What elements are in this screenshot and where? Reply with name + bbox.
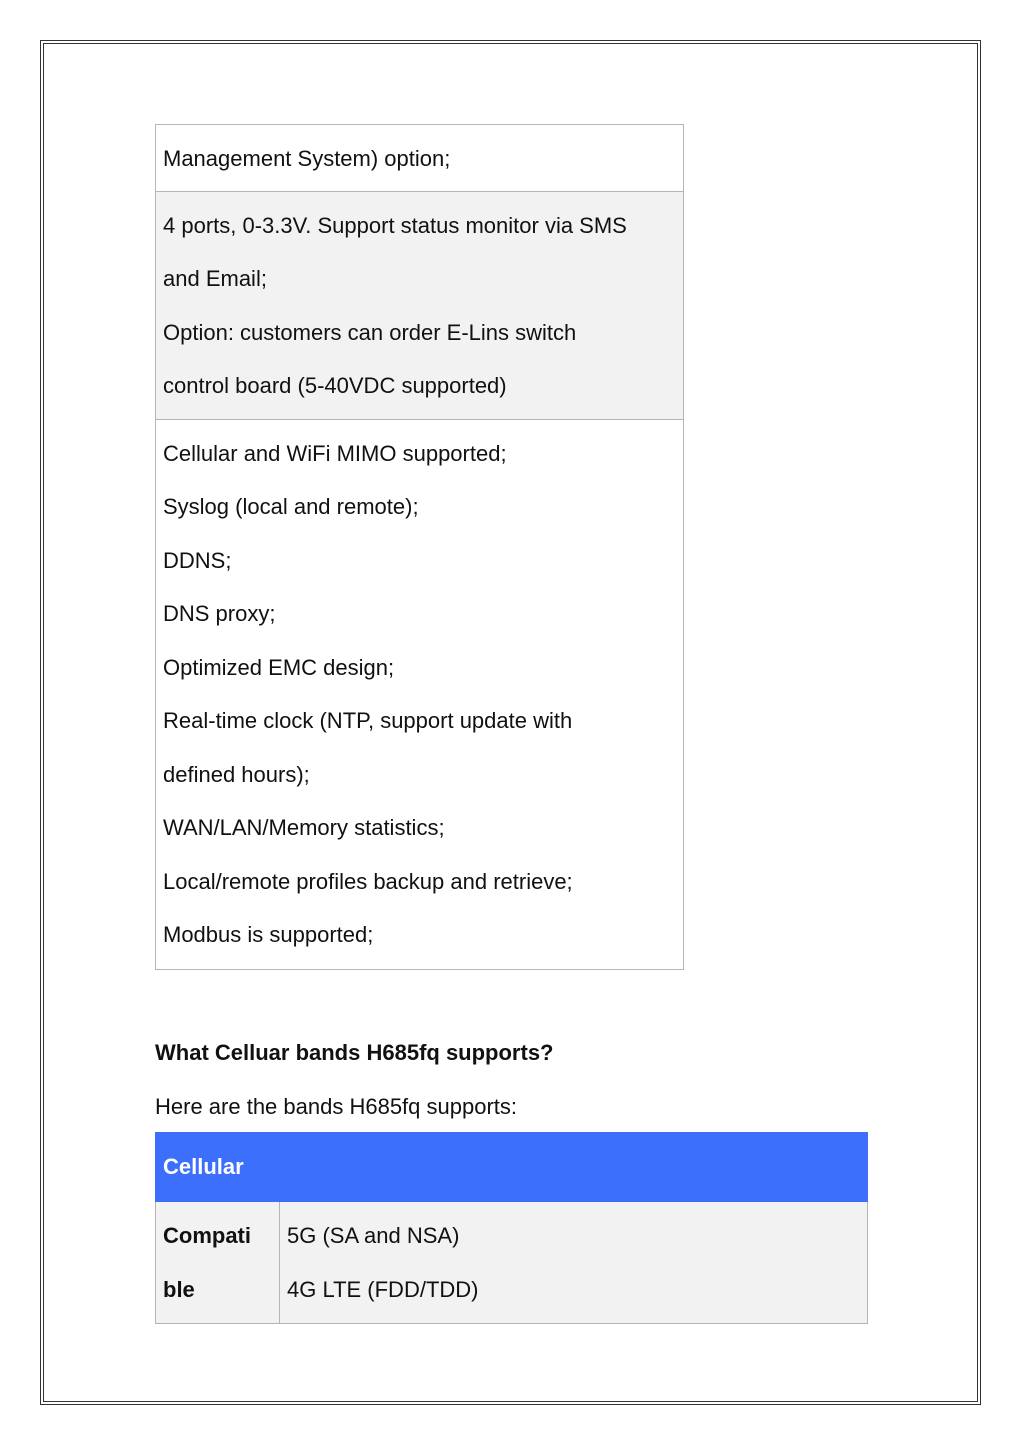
feature-cell: [156, 125, 684, 192]
cell-line: Modbus is supported;: [163, 922, 374, 947]
section-heading: What Celluar bands H685fq supports?: [155, 1040, 554, 1065]
cell-line: Real-time clock (NTP, support update with: [163, 708, 573, 733]
cell-line: defined hours);: [163, 761, 310, 787]
compatible-value-cell: [280, 1202, 868, 1324]
table-row: [156, 191, 684, 419]
feature-cell: [156, 419, 684, 969]
table-row: [156, 125, 684, 192]
feature-cell: [156, 191, 684, 419]
label-line: Compati: [163, 1223, 251, 1248]
bands-table: [155, 1132, 868, 1324]
cell-line: Cellular and WiFi MIMO supported;: [163, 440, 507, 466]
cell-line: WAN/LAN/Memory statistics;: [163, 815, 445, 840]
value-line: 5G (SA and NSA): [287, 1223, 460, 1248]
cell-line: 4 ports, 0-3.3V. Support status monitor via SMS: [163, 212, 627, 238]
table-row: [156, 1202, 868, 1324]
cell-line: Option: customers can order E-Lins switch: [163, 319, 577, 345]
compatible-label-cell: [156, 1202, 280, 1324]
label-line: ble: [163, 1276, 195, 1302]
cell-line: and Email;: [163, 266, 267, 291]
feature-table: [155, 124, 684, 970]
cell-line: Management System) option;: [163, 146, 451, 171]
cell-line: DNS proxy;: [163, 601, 276, 626]
table-header-row: [156, 1133, 868, 1202]
cell-line: Local/remote profiles backup and retrieve;: [163, 868, 573, 894]
table-row: [156, 419, 684, 969]
table-header-cellular: Cellular: [156, 1133, 868, 1202]
value-line: 4G LTE (FDD/TDD): [287, 1276, 479, 1302]
cell-line: Optimized EMC design;: [163, 654, 395, 680]
cell-line: control board (5-40VDC supported): [163, 373, 507, 398]
cell-line: DDNS;: [163, 547, 232, 573]
cell-line: Syslog (local and remote);: [163, 494, 419, 519]
intro-paragraph: Here are the bands H685fq supports:: [155, 1094, 518, 1119]
